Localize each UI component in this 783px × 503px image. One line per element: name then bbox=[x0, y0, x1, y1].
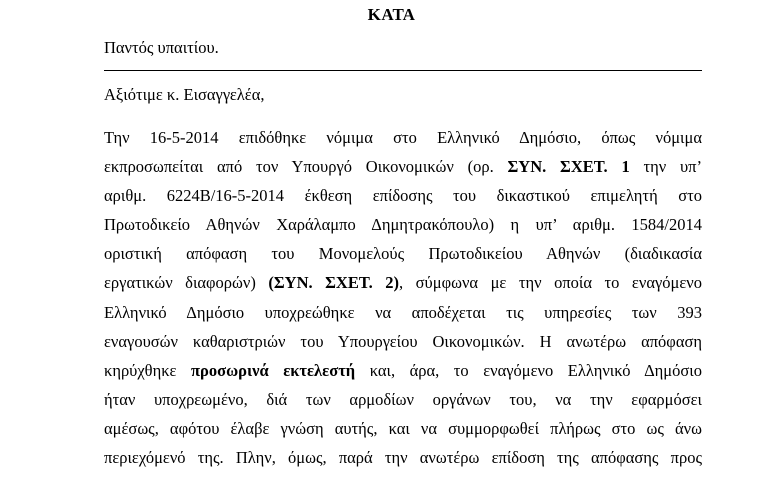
paragraph-line bbox=[104, 356, 702, 385]
paragraph-line bbox=[104, 123, 702, 152]
bold-reference: προσωρινά εκτελεστή bbox=[190, 360, 356, 380]
paragraph-text: αριθμ. 6224Β/16-5-2014 έκθεση επίδοσης του δικαστικού επιμελητή στο bbox=[104, 186, 702, 206]
salutation: Αξιότιμε κ. Εισαγγελέα, bbox=[104, 85, 265, 104]
paragraph-text: εργατικών διαφορών) bbox=[104, 273, 269, 293]
paragraph-line bbox=[104, 239, 702, 268]
paragraph-line bbox=[104, 327, 702, 356]
paragraph-text: περιεχόμενό της. Πλην, όμως, παρά την ανωτέρω επίδοση της απόφασης προς bbox=[104, 448, 702, 468]
paragraph-text: Πρωτοδικείο Αθηνών Χαράλαμπο Δημητρακόπουλο) η υπ’ αριθμ. 1584/2014 bbox=[104, 215, 702, 235]
paragraph-text: Ελληνικό Δημόσιο υποχρεώθηκε να αποδέχεται τις υπηρεσίες των 393 bbox=[104, 302, 702, 322]
paragraph-line bbox=[104, 385, 702, 414]
paragraph-text: την υπ’ bbox=[629, 157, 702, 177]
paragraph-text: , σύμφωνα με την οποία το εναγόμενο bbox=[399, 273, 702, 293]
paragraph-text: αμέσως, αφότου έλαβε γνώση αυτής, και να συμμορφωθεί πλήρως στο ως άνω bbox=[104, 418, 702, 438]
document-heading: ΚΑΤΑ bbox=[367, 5, 416, 24]
paragraph-line bbox=[104, 298, 702, 327]
paragraph-line bbox=[104, 443, 702, 472]
paragraph-text: οριστική απόφαση του Μονομελούς Πρωτοδικείου Αθηνών (διαδικασία bbox=[104, 244, 702, 264]
paragraph-text: ήταν υποχρεωμένο, διά των αρμοδίων οργάνων του, να την εφαρμόσει bbox=[104, 389, 702, 409]
paragraph-text: κηρύχθηκε bbox=[104, 360, 191, 380]
paragraph-line bbox=[104, 210, 702, 239]
bold-reference: ΣΥΝ. ΣΧΕΤ. 1 bbox=[507, 157, 630, 177]
body-paragraph bbox=[104, 123, 702, 472]
paragraph-text: Την 16-5-2014 επιδόθηκε νόμιμα στο Ελληνικό Δημόσιο, όπως νόμιμα bbox=[104, 128, 702, 147]
paragraph-text: και, άρα, το εναγόμενο Ελληνικό Δημόσιο bbox=[355, 360, 702, 380]
paragraph-text: εναγουσών καθαριστριών του Υπουργείου Οικονομικών. Η ανωτέρω απόφαση bbox=[104, 331, 702, 351]
paragraph-text: εκπροσωπείται από τον Υπουργό Οικονομικών (ορ. bbox=[104, 157, 508, 177]
horizontal-divider bbox=[104, 70, 702, 71]
paragraph-line bbox=[104, 268, 702, 297]
paragraph-line bbox=[104, 152, 702, 181]
paragraph-line bbox=[104, 414, 702, 443]
document-subheading: Παντός υπαιτίου. bbox=[104, 38, 219, 57]
paragraph-line bbox=[104, 181, 702, 210]
bold-reference: (ΣΥΝ. ΣΧΕΤ. 2) bbox=[268, 273, 400, 293]
